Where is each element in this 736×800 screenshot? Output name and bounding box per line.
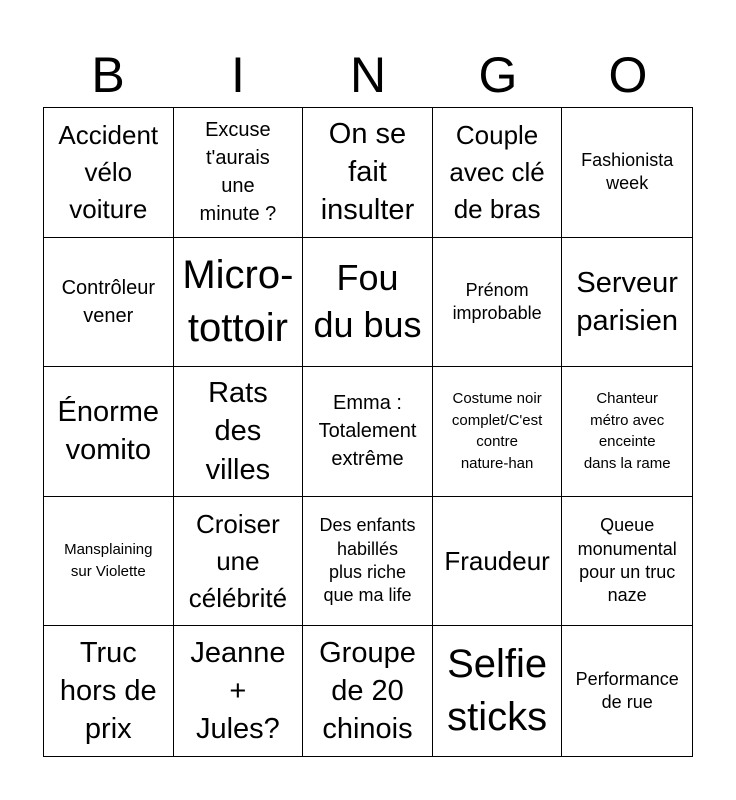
cell-text: Excuse t'aurais une minute ? — [199, 119, 277, 226]
cell-text: Prénom improbable — [452, 279, 542, 323]
cell-text: Des enfants habillés plus riche que ma life — [319, 515, 416, 606]
cell-text: Fou du bus — [313, 257, 422, 345]
bingo-cell[interactable] — [562, 367, 692, 497]
bingo-cell[interactable] — [433, 367, 563, 497]
bingo-board — [43, 107, 693, 757]
bingo-cell[interactable] — [44, 238, 174, 368]
bingo-cell[interactable] — [303, 626, 433, 756]
bingo-cell[interactable] — [562, 626, 692, 756]
bingo-cell[interactable] — [433, 238, 563, 368]
bingo-cell[interactable] — [174, 108, 304, 238]
bingo-cell[interactable] — [562, 238, 692, 368]
header-letter-i: I — [231, 47, 245, 103]
bingo-cell[interactable] — [44, 367, 174, 497]
bingo-cell[interactable] — [174, 367, 304, 497]
header-letter-g: G — [478, 47, 518, 103]
cell-text: Mansplaining sur Violette — [64, 541, 153, 581]
cell-text: Micro- tottoir — [182, 252, 294, 350]
bingo-cell[interactable] — [433, 108, 563, 238]
bingo-cell[interactable] — [303, 497, 433, 627]
cell-text: Queue monumental pour un truc naze — [577, 515, 677, 606]
bingo-header — [43, 44, 693, 106]
cell-text: Fashionista week — [581, 149, 674, 194]
cell-text: Costume noir complet/C'est contre nature-han — [451, 389, 543, 473]
cell-text: Performance de rue — [575, 668, 679, 713]
cell-text: Fraudeur — [444, 545, 550, 576]
cell-text: Énorme vomito — [57, 396, 160, 467]
cell-text: Serveur parisien — [576, 266, 678, 337]
cell-text: Couple avec clé de bras — [449, 119, 545, 224]
bingo-cell[interactable] — [174, 497, 304, 627]
cell-text: Accident vélo voiture — [58, 119, 159, 224]
cell-text: Groupe de 20 chinois — [319, 636, 416, 746]
cell-text: Truc hors de prix — [59, 636, 157, 746]
bingo-cell[interactable] — [44, 497, 174, 627]
bingo-cell[interactable] — [433, 626, 563, 756]
bingo-cell[interactable] — [433, 497, 563, 627]
cell-text: Rats des villes — [205, 377, 271, 486]
bingo-cell[interactable] — [44, 108, 174, 238]
cell-text: Selfie sticks — [447, 642, 548, 740]
bingo-cell[interactable] — [44, 626, 174, 756]
bingo-cell[interactable] — [562, 497, 692, 627]
cell-text: Emma : Totalement extrême — [318, 392, 417, 471]
bingo-cell[interactable] — [562, 108, 692, 238]
cell-text: Croiser une célébrité — [188, 508, 288, 613]
bingo-cell[interactable] — [174, 626, 304, 756]
header-letter-o: O — [608, 47, 648, 103]
cell-text: On se fait insulter — [320, 117, 415, 227]
bingo-cell[interactable] — [303, 238, 433, 368]
header-letter-b: B — [91, 47, 125, 103]
header-letter-n: N — [349, 47, 387, 103]
cell-text: Jeanne + Jules? — [190, 636, 286, 746]
bingo-cell[interactable] — [303, 367, 433, 497]
bingo-cell[interactable] — [174, 238, 304, 368]
cell-text: Contrôleur vener — [61, 276, 155, 327]
cell-text: Chanteur métro avec enceinte dans la rame — [583, 389, 671, 473]
bingo-cell[interactable] — [303, 108, 433, 238]
